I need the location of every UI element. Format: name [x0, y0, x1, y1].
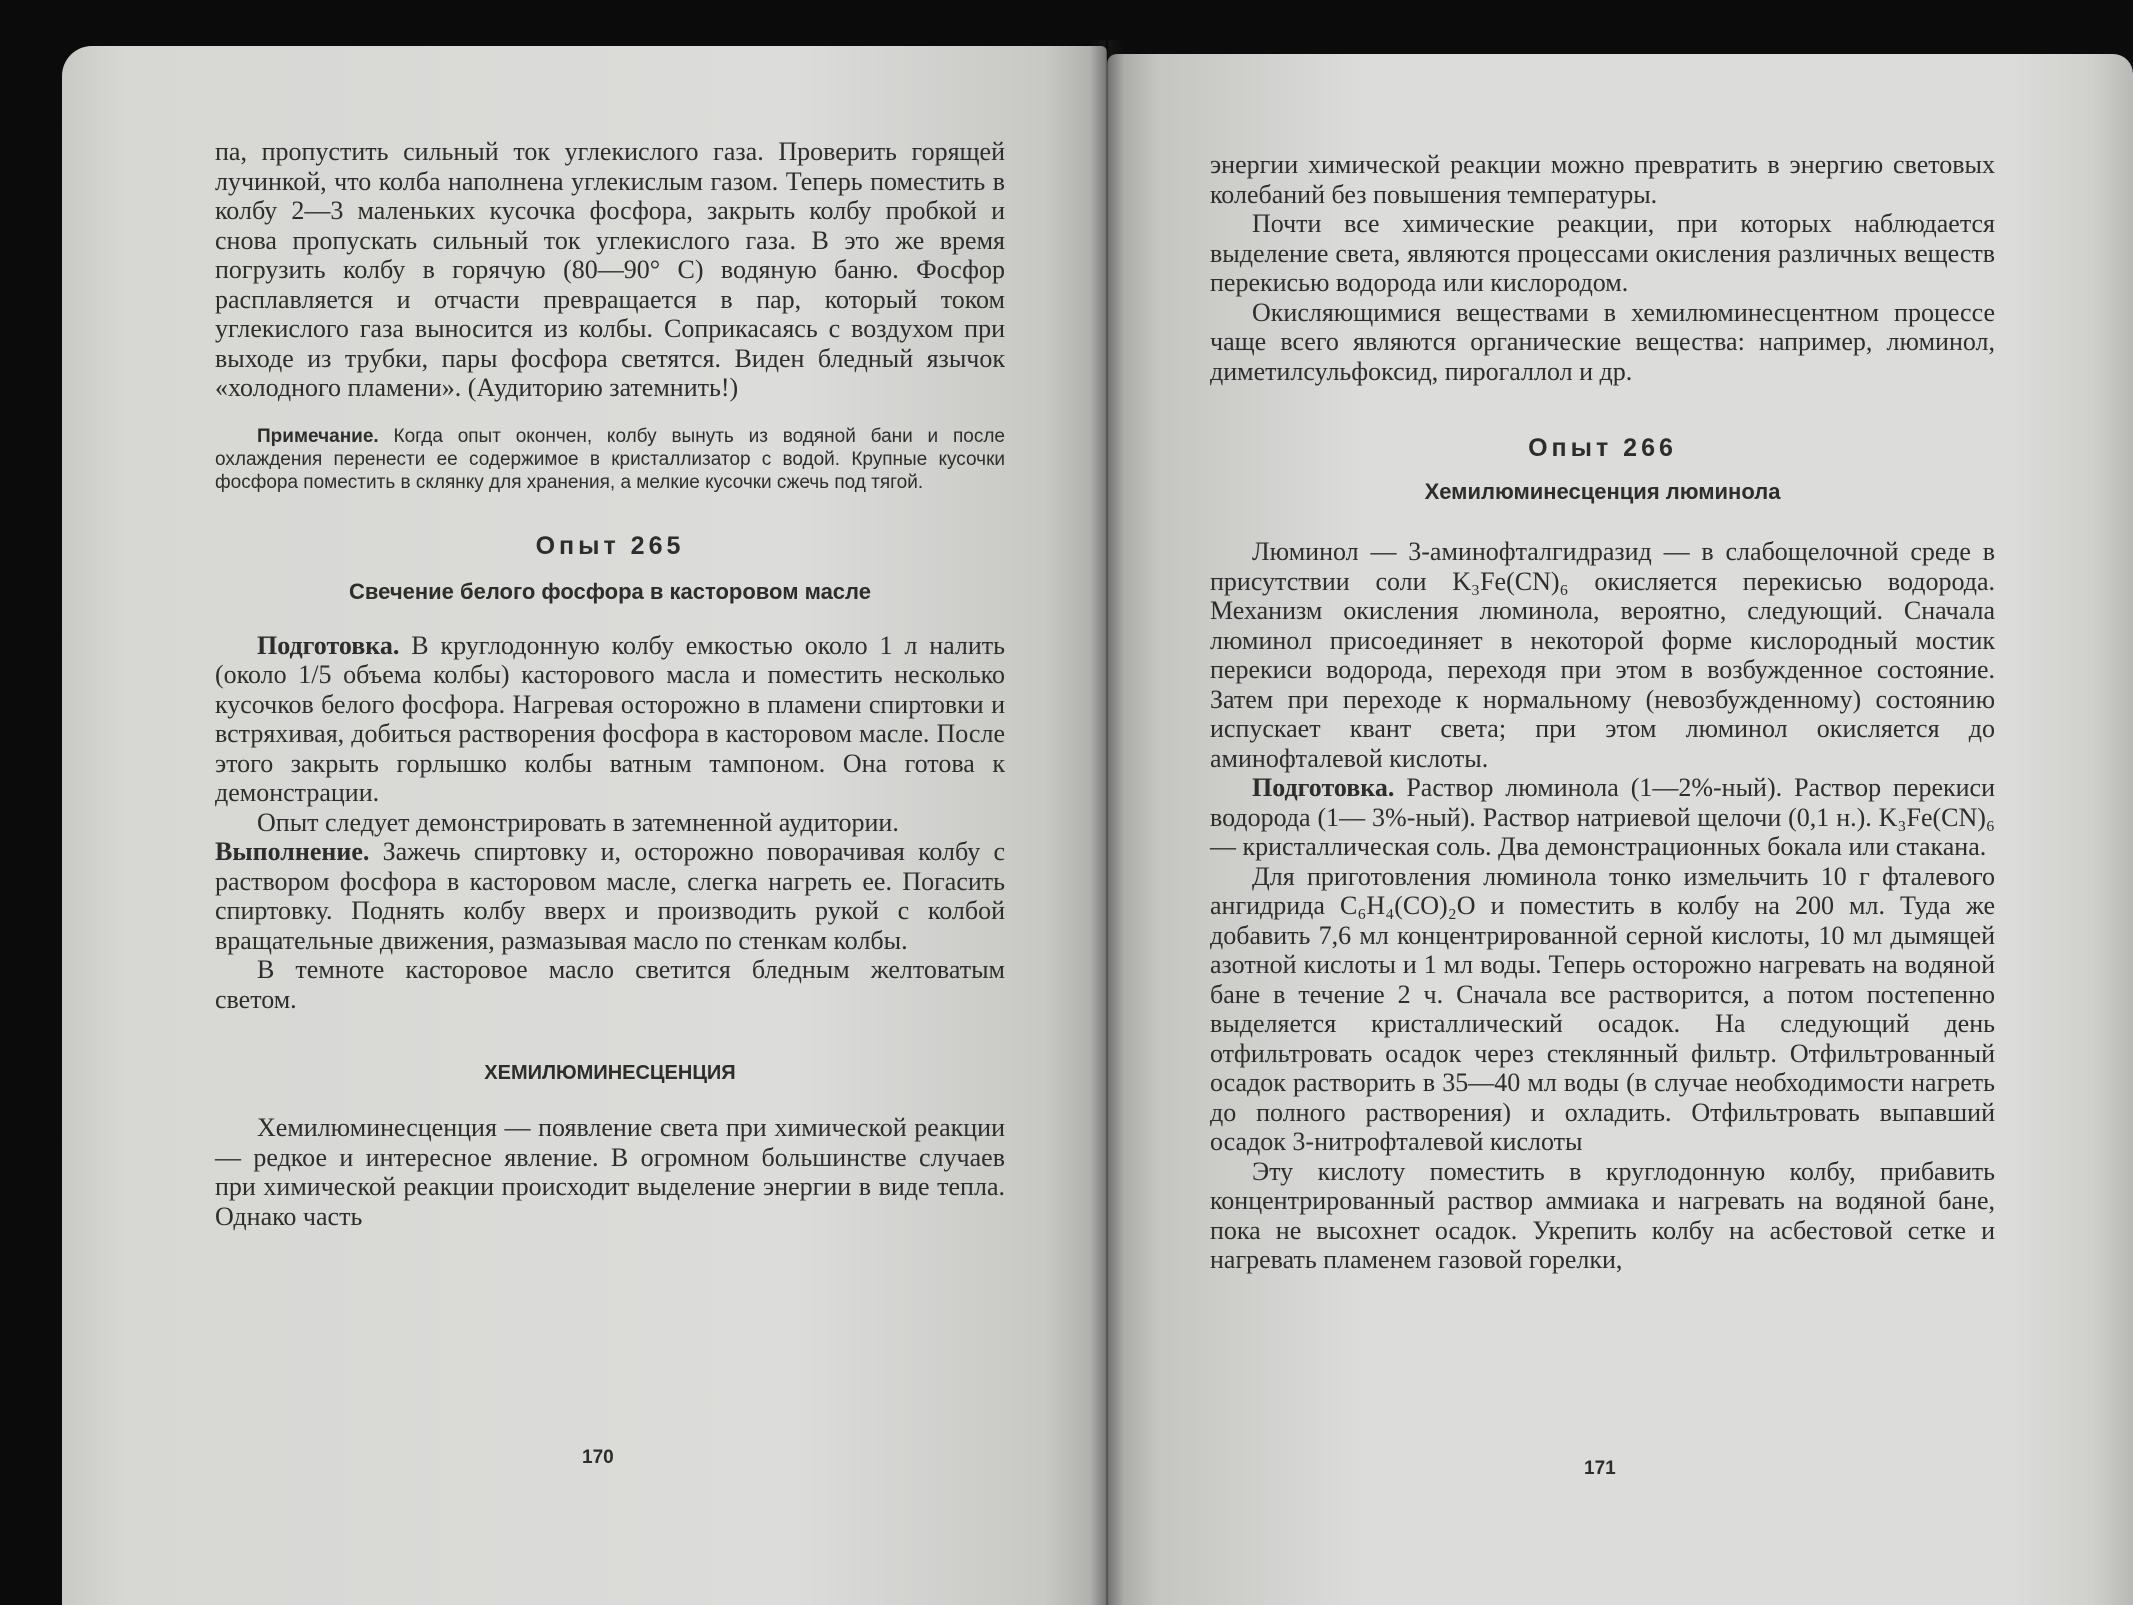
section-paragraph: Хемилюминесценция — появление света при химической реакции — редкое и интересное явление. В огромном большинстве случаев при химической реакции происходит выделение энергии в виде тепла. Однако часть [215, 1113, 1005, 1231]
page-number-left: 170 [582, 1447, 614, 1468]
page-number-right: 171 [1584, 1458, 1616, 1479]
note-label: Примечание. [257, 425, 379, 447]
left-page-text [215, 137, 1005, 1231]
note-paragraph [215, 425, 1005, 494]
section-title: ХЕМИЛЮМИНЕСЦЕНЦИЯ [484, 1062, 736, 1084]
right-page-text [1210, 150, 1995, 1275]
execution-label: Выполнение. [215, 837, 370, 866]
paragraph-continued: па, пропустить сильный ток углекислого газа. Проверить горящей лучинкой, что колба наполнена углекислым газом. Теперь поместить в колбу 2—3 маленьких кусочка фосфора, закрыть колбу пробкой и снова пропускать сильный ток углекислого газа. В это же время погрузить колбу в горячую (80—90° С) водяную баню. Фосфор расплавляется и отчасти превращается в пар, который током углекислого газа выносится из колбы. Соприкасаясь с воздухом при выходе из трубки, пары фосфора светятся. Виден бледный язычок «холодного пламени». (Аудиторию затемнить!) [215, 137, 1005, 402]
synthesis-paragraph: Для приготовления люминола тонко измельчить 10 г фталевого ангидрида C₆H₄(CO)₂O и поместить в колбу на 200 мл. Туда же добавить 7,6 мл концентрированной серной кислоты, 10 мл дымящей азотной кислоты и 1 мл воды. Теперь осторожно нагревать на водяной бане в течение 2 ч. Сначала все растворится, а потом постепенно выделяется кристаллический осадок. На следующий день отфильтровать осадок через стеклянный фильтр. Отфильтрованный осадок растворить в 35—40 мл воды (в случае необходимости нагреть до полного растворения) и охладить. Отфильтровать выпавший осадок 3-нитрофталевой кислоты [1210, 861, 1995, 1156]
experiment-266-subtitle: Хемилюминесценция люминола [1424, 479, 1781, 504]
experiment-266-title: Опыт 266 [1528, 434, 1677, 462]
preparation-label: Подготовка. [257, 630, 400, 660]
intro-paragraph-3: Окисляющимися веществами в хемилюминесцентном процессе чаще всего являются органические вещества: например, люминол, диметилсульфоксид, пирогаллол и др. [1210, 297, 1995, 386]
result-paragraph: В темноте касторовое масло светится бледным желтоватым светом. [215, 955, 1005, 1014]
experiment-265-title: Опыт 265 [535, 531, 685, 560]
luminol-paragraph: Люминол — 3-аминофталгидразид — в слабощелочной среде в присутствии соли K₃Fe(CN)₆ окисляется перекисью водорода. Механизм окисления люминола, вероятно, следующий. Сначала люминол присоединяет в некоторой форме кислородный мостик перекиси водорода, переходя при этом в возбужденное состояние. Затем при переходе к нормальному (невозбужденному) состоянию испускает квант света; при этом люминол окисляется до аминофталевой кислоты. [1210, 537, 1995, 773]
book-gutter [1090, 40, 1124, 1605]
demonstration-note: Опыт следует демонстрировать в затемненной аудитории. [257, 807, 899, 837]
note-text: Когда опыт окончен, колбу вынуть из водяной бани и после охлаждения перенести ее содержимое в кристаллизатор с водой. Крупные кусочки фосфора поместить в склянку для хранения, а мелкие кусочки сжечь под тягой. [215, 425, 1005, 493]
preparation-paragraph-266 [1210, 773, 1995, 862]
intro-paragraph-1: энергии химической реакции можно превратить в энергию световых колебаний без повышения температуры. [1210, 150, 1995, 209]
preparation-paragraph [215, 631, 1005, 808]
preparation-label-266: Подготовка. [1252, 773, 1395, 802]
intro-paragraph-2: Почти все химические реакции, при которых наблюдается выделение света, являются процессами окисления различных веществ перекисью водорода или кислородом. [1210, 209, 1995, 297]
execution-paragraph [215, 837, 1005, 955]
preparation-text-266: Раствор люминола (1—2%-ный). Раствор перекиси водорода (1— 3%-ный). Раствор натриевой щелочи (0,1 н.). K₃Fe(CN)₆ — кристаллическая соль. Два демонстрационных бокала или стакана. [1210, 773, 1996, 861]
preparation-text: В круглодонную колбу емкостью около 1 л налить (около 1/5 объема колбы) касторового масла и поместить несколько кусочков белого фосфора. Нагревая осторожно в пламени спиртовки и встряхивая, добиться растворения фосфора в касторовом масле. После этого закрыть горлышко колбы ватным тампоном. Она готова к демонстрации. [215, 630, 1005, 807]
experiment-265-subtitle: Свечение белого фосфора в касторовом масле [349, 578, 871, 604]
next-step-paragraph: Эту кислоту поместить в круглодонную колбу, прибавить концентрированный раствор аммиака и нагревать на водяной бане, пока не высохнет осадок. Укрепить колбу на асбестовой сетке и нагревать пламенем газовой горелки, [1210, 1156, 1995, 1274]
execution-text: Зажечь спиртовку и, осторожно поворачивая колбу с раствором фосфора в касторовом масле, слегка нагреть ее. Погасить спиртовку. Поднять колбу вверх и производить рукой с колбой вращательные движения, размазывая масло по стенкам колбы. [215, 837, 1006, 955]
